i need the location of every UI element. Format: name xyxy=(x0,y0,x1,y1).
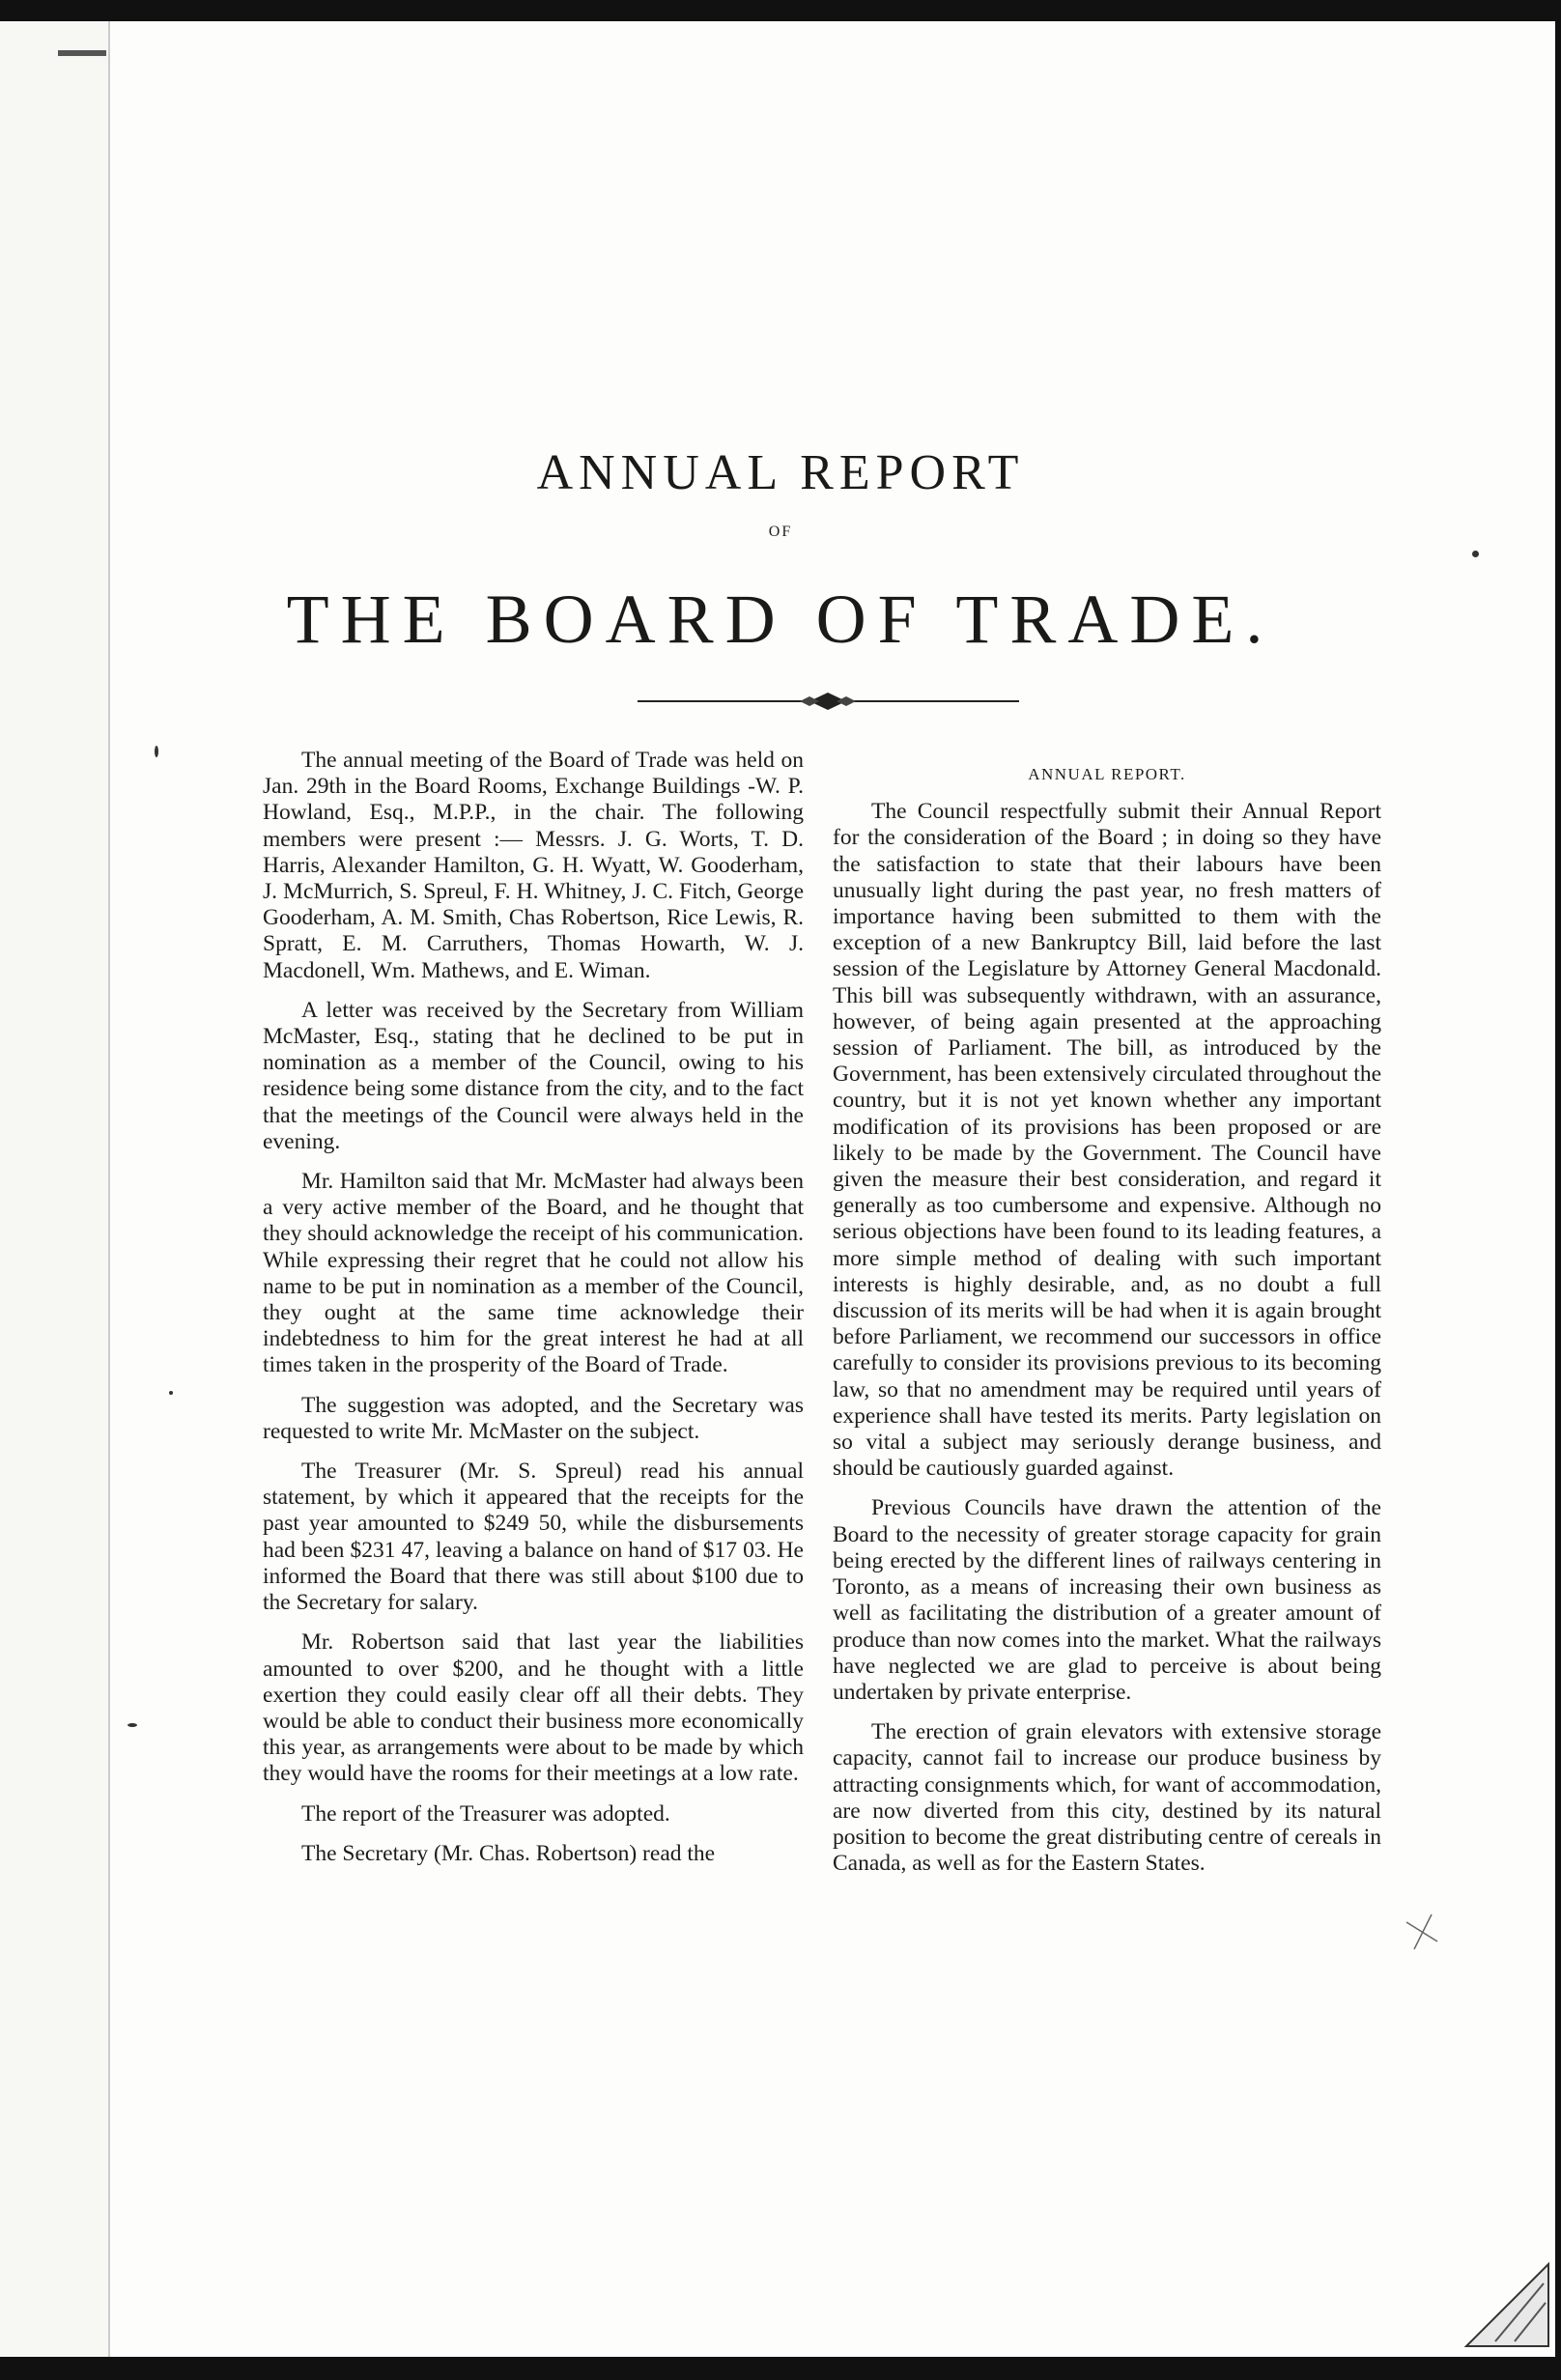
paragraph: The erection of grain elevators with extensive storage capacity, cannot fail to increase our produce business by attracting consignments which, for want of accommodation, are now diverted from this city, destined by its natural position to become the great distributing centre of cereals in Canada, as well as for the Eastern States. xyxy=(833,1719,1381,1877)
paragraph: A letter was received by the Secretary from William McMaster, Esq., stating that he declined to be put in nomination as a member of the Council, owing to his residence being some distance from the city, and to the fact that the meetings of the Council were always held in the evening. xyxy=(263,997,804,1154)
ink-speck xyxy=(128,1723,137,1727)
page-corner-curl xyxy=(1457,2245,1553,2351)
board-title: THE BOARD OF TRADE. xyxy=(286,581,1275,658)
title-connector: OF xyxy=(768,524,793,540)
paragraph: The report of the Treasurer was adopted. xyxy=(301,1800,670,1827)
paragraph: The Secretary (Mr. Chas. Robertson) read the xyxy=(301,1840,716,1866)
paragraph: Mr. Robertson said that last year the liabilities amounted to over $200, and he thought with a little exertion they could easily clear off all their debts. They would be able to conduct their business more economically this year, as arrangements were about to be made by which they would have the rooms for their meetings at a low rate. xyxy=(263,1629,804,1787)
paragraph: The suggestion was adopted, and the Secretary was requested to write Mr. McMaster on the subject. xyxy=(263,1392,804,1444)
pen-mark xyxy=(1403,1912,1441,1951)
paragraph: The Treasurer (Mr. S. Spreul) read his annual statement, by which it appeared that the receipts for the past year amounted to $249 50, while the disbursements had been $231 47, leaving a balance on hand of $17 03. He informed the Board that there was still about $100 due to the Secretary for salary. xyxy=(263,1459,804,1616)
ornament-divider xyxy=(638,690,1019,713)
fold-mark xyxy=(58,50,106,56)
annual-report-heading: ANNUAL REPORT. xyxy=(1028,765,1186,783)
ink-speck xyxy=(155,746,158,757)
ink-speck xyxy=(169,1391,173,1395)
paragraph: Previous Councils have drawn the attention of the Board to the necessity of greater storage capacity for grain being erected by the different lines of railways centering in Toronto, as a means of increasing their own business as well as facilitating the distribution of a greater amount of produce than now comes into the market. What the railways have neglected we are glad to perceive is about being undertaken by private enterprise. xyxy=(833,1495,1381,1705)
left-column xyxy=(263,748,804,1881)
paragraph: The annual meeting of the Board of Trade was held on Jan. 29th in the Board Rooms, Exchange Buildings -W. P. Howland, Esq., M.P.P., in the chair. The following members were present :— Messrs. J. G. Worts, T. D. Harris, Alexander Hamilton, G. H. Wyatt, W. Gooderham, J. McMurrich, S. Spreul, F. H. Whitney, J. C. Fitch, George Gooderham, A. M. Smith, Chas Robertson, Rice Lewis, R. Spratt, E. M. Carruthers, Thomas Howarth, W. J. Macdonell, Wm. Mathews, and E. Wiman. xyxy=(263,748,804,983)
paragraph: The Council respectfully submit their Annual Report for the consideration of the Board ; in doing so they have the satisfaction to state that their labours have been unusually light during the past year, no fresh matters of importance having been submitted to them with the exception of a new Bankruptcy Bill, laid before the last session of the Legislature by Attorney General Macdonald. This bill was subsequently withdrawn, with an assurance, however, of being again presented at the approaching session of Parliament. The bill, as introduced by the Government, has been extensively circulated throughout the country, but it is not yet known whether any important modification of its provisions has been proposed or are likely to be made by the Government. The Council have given the measure their best consideration, and regard it generally as too cumbersome and expensive. Although no serious objections have been found to its leading features, a more simple method of dealing with such important interests is highly desirable, and, as no doubt a full discussion of its merits will be had when it is again brought before Parliament, we recommend our successors in office carefully to consider its provisions previous to its becoming law, so that no amendment may be required until years of experience shall have tested its merits. Party legislation on so vital a subject may seriously derange business, and should be cautiously guarded against. xyxy=(833,799,1381,1482)
ink-speck xyxy=(1472,551,1479,557)
binding-edge xyxy=(0,21,110,2357)
right-column xyxy=(833,748,1381,1890)
report-title: ANNUAL REPORT xyxy=(536,445,1025,500)
paragraph: Mr. Hamilton said that Mr. McMaster had always been a very active member of the Board, and he thought that they should acknowledge the receipt of his communication. While expressing their regret that he could not allow his name to be put in nomination as a member of the Council, they ought at the same time acknowledge their indebtedness to him for the great interest he had at all times taken in the prosperity of the Board of Trade. xyxy=(263,1169,804,1378)
